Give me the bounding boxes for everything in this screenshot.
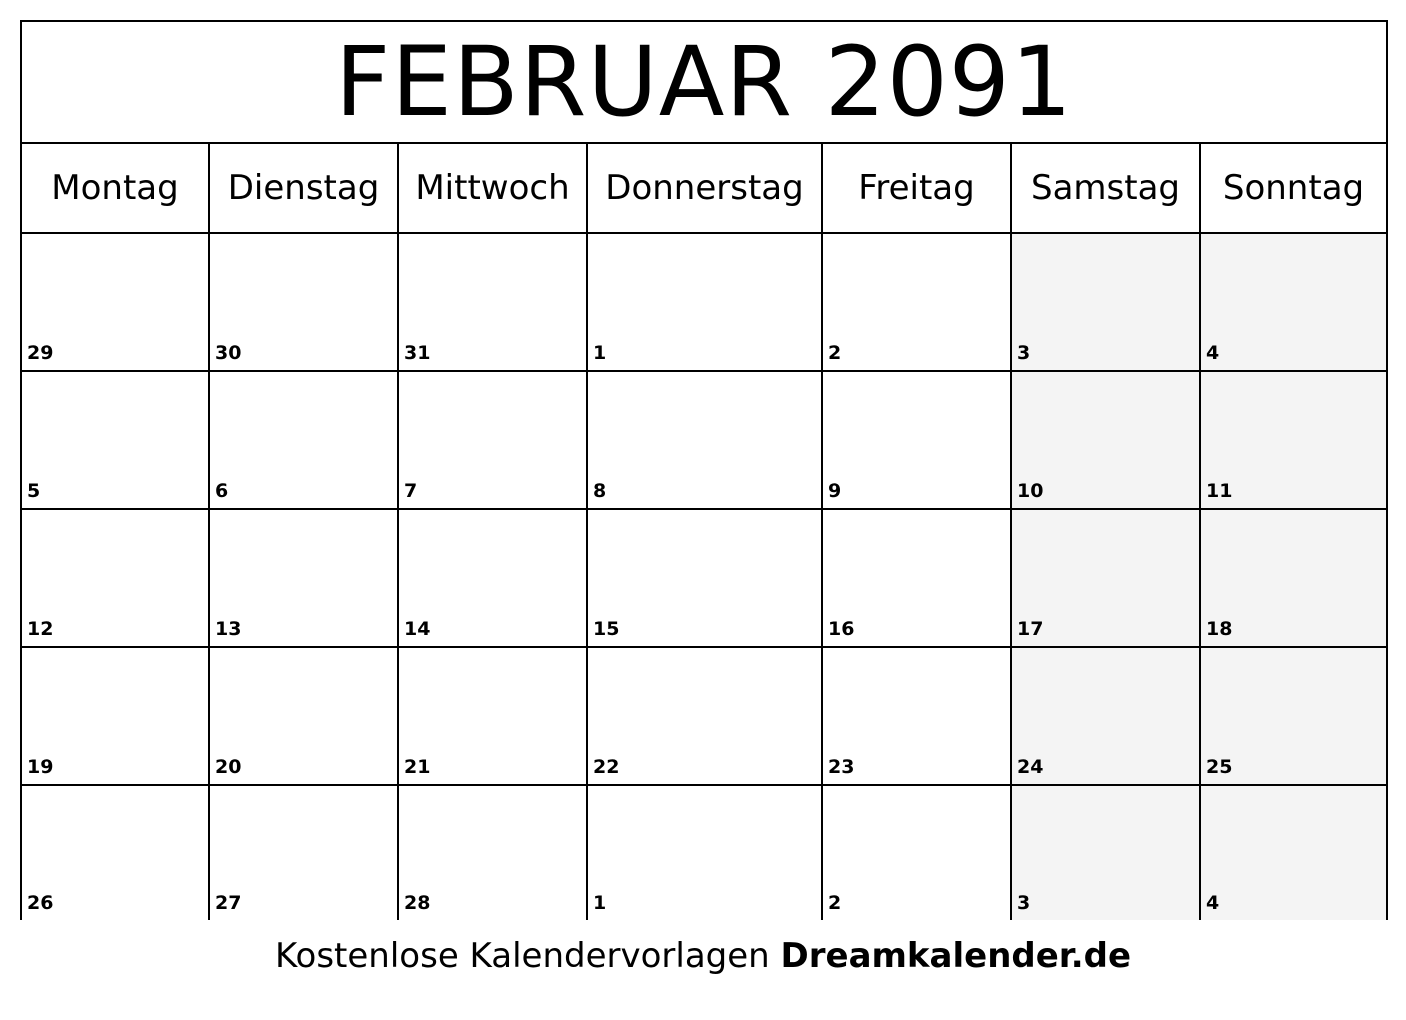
day-number: 18 (1206, 618, 1233, 640)
day-number: 2 (828, 892, 842, 914)
day-cell (22, 234, 210, 372)
weekday-header-montag: Montag (22, 144, 210, 234)
day-number: 2 (828, 342, 842, 364)
day-cell (1012, 510, 1201, 648)
day-cell (588, 234, 823, 372)
day-number: 11 (1206, 480, 1233, 502)
day-cell (22, 648, 210, 786)
footer-text: Kostenlose Kalendervorlagen (274, 936, 770, 976)
day-cell (210, 648, 399, 786)
day-cell (399, 234, 588, 372)
day-number: 31 (404, 342, 431, 364)
day-number: 7 (404, 480, 418, 502)
day-number: 15 (593, 618, 620, 640)
day-number: 10 (1017, 480, 1044, 502)
day-cell (588, 372, 823, 510)
day-cell (823, 372, 1012, 510)
day-cell (399, 648, 588, 786)
day-cell (1201, 234, 1386, 372)
day-number: 17 (1017, 618, 1044, 640)
day-number: 1 (593, 892, 607, 914)
day-cell (588, 510, 823, 648)
day-number: 20 (215, 756, 242, 778)
day-cell (1012, 234, 1201, 372)
day-number: 29 (27, 342, 54, 364)
weekday-header-freitag: Freitag (823, 144, 1012, 234)
day-cell (210, 372, 399, 510)
day-number: 3 (1017, 892, 1031, 914)
day-number: 3 (1017, 342, 1031, 364)
day-number: 13 (215, 618, 242, 640)
day-number: 14 (404, 618, 431, 640)
day-number: 27 (215, 892, 242, 914)
day-cell (823, 648, 1012, 786)
day-cell (1012, 648, 1201, 786)
day-number: 22 (593, 756, 620, 778)
day-cell (1201, 648, 1386, 786)
day-number: 19 (27, 756, 54, 778)
day-cell (210, 510, 399, 648)
weekday-header-dienstag: Dienstag (210, 144, 399, 234)
day-number: 26 (27, 892, 54, 914)
day-number: 25 (1206, 756, 1233, 778)
day-cell (588, 786, 823, 920)
weekday-header-samstag: Samstag (1012, 144, 1201, 234)
day-number: 23 (828, 756, 855, 778)
day-cell (22, 786, 210, 920)
day-cell (399, 786, 588, 920)
day-number: 4 (1206, 342, 1220, 364)
day-number: 6 (215, 480, 229, 502)
day-cell (22, 372, 210, 510)
calendar-title: FEBRUAR 2091 (22, 22, 1386, 144)
day-cell (1201, 786, 1386, 920)
day-number: 24 (1017, 756, 1044, 778)
day-number: 4 (1206, 892, 1220, 914)
day-cell (399, 510, 588, 648)
day-cell (22, 510, 210, 648)
calendar-grid (22, 144, 1386, 920)
day-cell (1012, 372, 1201, 510)
day-cell (210, 234, 399, 372)
day-cell (823, 510, 1012, 648)
day-number: 12 (27, 618, 54, 640)
day-number: 8 (593, 480, 607, 502)
weekday-header-mittwoch: Mittwoch (399, 144, 588, 234)
day-cell (1012, 786, 1201, 920)
day-number: 1 (593, 342, 607, 364)
day-number: 9 (828, 480, 842, 502)
day-cell (399, 372, 588, 510)
calendar (20, 20, 1388, 920)
day-cell (588, 648, 823, 786)
day-number: 30 (215, 342, 242, 364)
day-cell (1201, 510, 1386, 648)
day-number: 16 (828, 618, 855, 640)
day-number: 28 (404, 892, 431, 914)
day-number: 5 (27, 480, 41, 502)
day-cell (210, 786, 399, 920)
day-cell (1201, 372, 1386, 510)
weekday-header-sonntag: Sonntag (1201, 144, 1386, 234)
footer-brand: Dreamkalender.de (780, 936, 1132, 976)
day-cell (823, 234, 1012, 372)
footer (0, 936, 1406, 976)
weekday-header-donnerstag: Donnerstag (588, 144, 823, 234)
day-cell (823, 786, 1012, 920)
day-number: 21 (404, 756, 431, 778)
